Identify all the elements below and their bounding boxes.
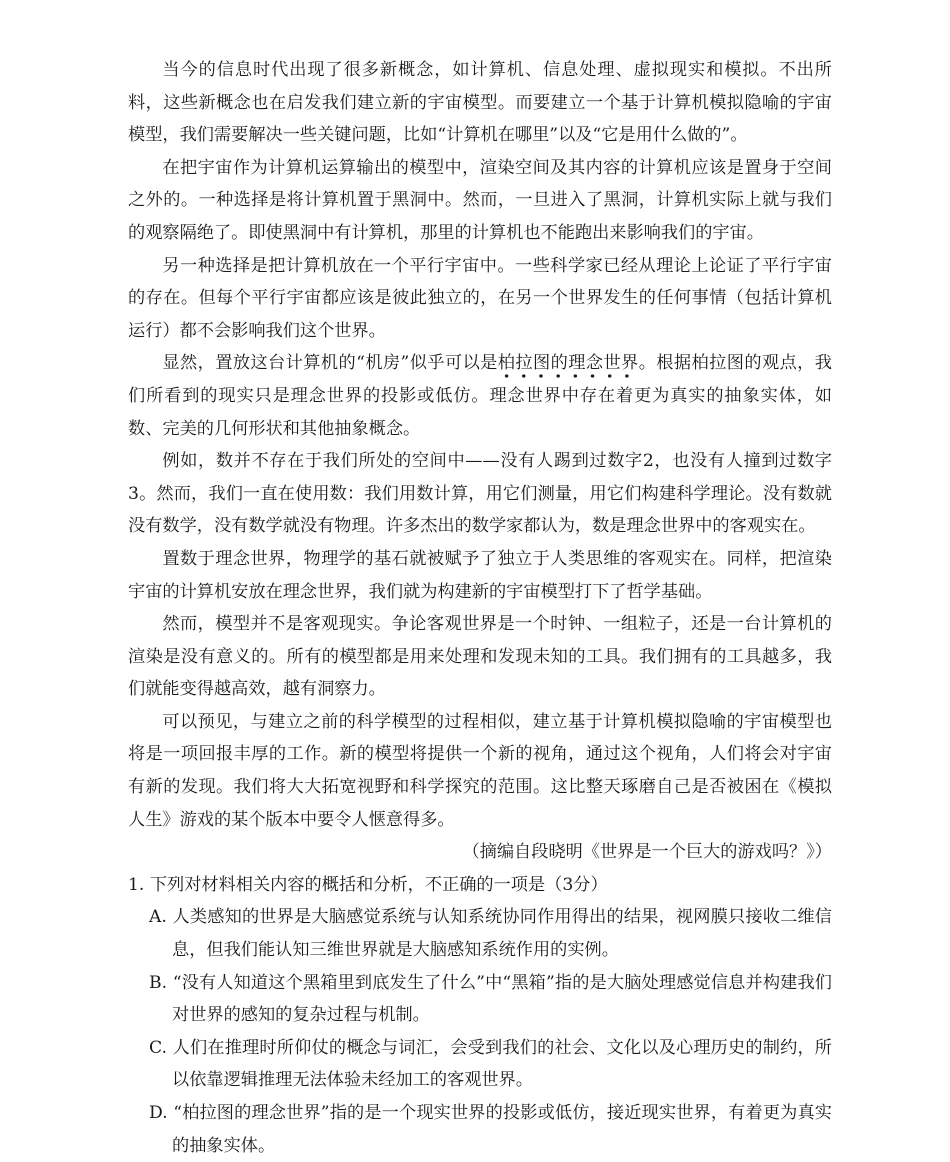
passage-paragraph-3: 另一种选择是把计算机放在一个平行宇宙中。一些科学家已经从理论上论证了平行宇宙的存在。但每个平行宇宙都应该是彼此独立的，在另一个世界发生的任何事情（包括计算机运行）都不会影响我们这个世界。	[128, 255, 832, 341]
option-c: C. 人们在推理时所仰仗的概念与词汇，会受到我们的社会、文化以及心理历史的制约，所以依靠逻辑推理无法体验未经加工的客观世界。	[149, 1037, 832, 1091]
passage-paragraph-2: 在把宇宙作为计算机运算输出的模型中，渲染空间及其内容的计算机应该是置身于空间之外的。一种选择是将计算机置于黑洞中。然而，一旦进入了黑洞，计算机实际上就与我们的观察隔绝了。即使黑洞中有计算机，那里的计算机也不能跑出来影响我们的宇宙。	[128, 157, 832, 243]
question-block	[128, 869, 832, 1162]
paragraph-4-text-before: 显然，置放这台计算机的“机房”似乎可以是	[162, 353, 498, 374]
option-d: D. “柏拉图的理念世界”指的是一个现实世界的投影或低仿，接近现实世界，有着更为真实的抽象实体。	[149, 1103, 832, 1156]
passage-source: （摘编自段晓明《世界是一个巨大的游戏吗？》）	[462, 842, 832, 863]
passage-paragraph-1: 当今的信息时代出现了很多新概念，如计算机、信息处理、虚拟现实和模拟。不出所料，这些新概念也在启发我们建立新的宇宙模型。而要建立一个基于计算机模拟隐喻的宇宙模型，我们需要解决一些关键问题，比如“计算机在哪里”以及“它是用什么做的”。	[128, 60, 832, 146]
passage-paragraph-4	[128, 347, 832, 445]
question-stem: 1. 下列对材料相关内容的概括和分析，不正确的一项是（3分）	[128, 874, 608, 895]
emphasized-phrase: 柏拉图的理念世界	[498, 353, 639, 379]
option-a: A. 人类感知的世界是大脑感觉系统与认知系统协同作用得出的结果，视网膜只接收二维信息，但我们能认知三维世界就是大脑感知系统作用的实例。	[149, 907, 832, 961]
passage-paragraph-5: 例如，数并不存在于我们所处的空间中——没有人踢到过数字2，也没有人撞到过数字3。然而，我们一直在使用数：我们用数计算，用它们测量，用它们构建科学理论。没有数就没有数学，没有数学就没有物理。许多杰出的数学家都认为，数是理念世界中的客观实在。	[128, 451, 832, 537]
paragraph-4-text-after: 。根据柏拉图的观点，我们所看到的现实只是理念世界的投影或低仿。理念世界中存在着更为真实的抽象实体，如数、完美的几何形状和其他抽象概念。	[128, 353, 832, 439]
passage-paragraph-7: 然而，模型并不是客观现实。争论客观世界是一个时钟、一组粒子，还是一台计算机的渲染是没有意义的。所有的模型都是用来处理和发现未知的工具。我们拥有的工具越多，我们就能变得越高效，越有洞察力。	[128, 614, 832, 700]
passage-paragraph-8: 可以预见，与建立之前的科学模型的过程相似，建立基于计算机模拟隐喻的宇宙模型也将是一项回报丰厚的工作。新的模型将提供一个新的视角，通过这个视角，人们将会对宇宙有新的发现。我们将大大拓宽视野和科学探究的范围。这比整天琢磨自己是否被困在《模拟人生》游戏的某个版本中要令人惬意得多。	[128, 711, 832, 830]
option-b: B. “没有人知道这个黑箱里到底发生了什么”中“黑箱”指的是大脑处理感觉信息并构建我们对世界的感知的复杂过程与机制。	[149, 972, 832, 1026]
reading-passage	[128, 54, 832, 869]
passage-paragraph-6: 置数于理念世界，物理学的基石就被赋予了独立于人类思维的客观实在。同样，把渲染宇宙的计算机安放在理念世界，我们就为构建新的宇宙模型打下了哲学基础。	[128, 548, 832, 602]
